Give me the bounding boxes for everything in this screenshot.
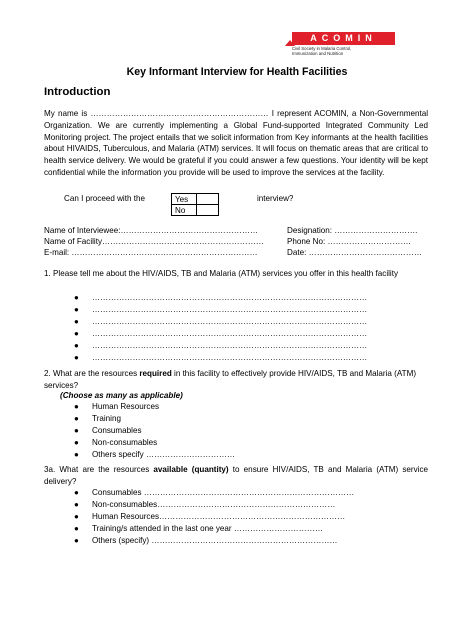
- proceed-question-end: interview?: [257, 194, 294, 203]
- question-2-post: in this facility to effectively provide HIV/AIDS, TB and Malaria (ATM) services?: [44, 369, 417, 390]
- answer-line-text: …………………………………………………………………………………………: [92, 317, 368, 326]
- page-title: Key Informant Interview for Health Facilities: [126, 66, 348, 78]
- question-2-pre: 2. What are the resources: [44, 369, 140, 378]
- answer-line[interactable]: [74, 304, 367, 316]
- bullet-icon: ●: [74, 329, 79, 338]
- option-label: Consumables: [92, 426, 142, 435]
- option-label: Others (specify) ……………………………………………………………: [92, 536, 338, 545]
- designation-field[interactable]: Designation: ………………………….: [287, 226, 418, 235]
- option-label: Human Resources……………………………………………………………: [92, 512, 346, 521]
- name-of-interviewee-field[interactable]: Name of Interviewee:……………………………………………: [44, 226, 259, 235]
- yes-checkbox[interactable]: [197, 194, 219, 205]
- answer-line-text: …………………………………………………………………………………………: [92, 305, 368, 314]
- acomin-logo: [285, 32, 405, 62]
- answer-line-text: …………………………………………………………………………………………: [92, 341, 368, 350]
- list-item[interactable]: [74, 413, 121, 425]
- option-label: Training: [92, 414, 121, 423]
- logo-subtitle-line-2: Immunization and Nutrition: [292, 51, 344, 56]
- logo-subtitle-line-1: Civil Society in Malaria Control,: [292, 46, 352, 51]
- list-item[interactable]: [74, 511, 345, 523]
- question-3a-pre: 3a. What are the resources: [44, 465, 154, 474]
- bullet-icon: ●: [74, 305, 79, 314]
- bullet-icon: ●: [74, 293, 79, 302]
- date-field[interactable]: Date: ……………………………………: [287, 248, 422, 257]
- email-field[interactable]: E-mail: ……………………………………………………………: [44, 248, 258, 257]
- bullet-icon: ●: [74, 438, 79, 447]
- list-item[interactable]: [74, 535, 338, 547]
- list-item[interactable]: [74, 437, 157, 449]
- answer-line-text: …………………………………………………………………………………………: [92, 293, 368, 302]
- bullet-icon: ●: [74, 353, 79, 362]
- answer-line[interactable]: [74, 316, 367, 328]
- bullet-icon: ●: [74, 450, 79, 459]
- bullet-icon: ●: [74, 341, 79, 350]
- intro-heading: Introduction: [44, 86, 111, 98]
- answer-line[interactable]: [74, 340, 367, 352]
- name-of-facility-field[interactable]: Name of Facility……………………………………………………: [44, 237, 264, 246]
- question-3a-emphasis: available (quantity): [153, 465, 229, 474]
- bullet-icon: ●: [74, 536, 79, 545]
- list-item[interactable]: [74, 523, 323, 535]
- list-item[interactable]: [74, 401, 159, 413]
- bullet-icon: ●: [74, 488, 79, 497]
- option-label: Others specify ……………………………: [92, 450, 236, 459]
- bullet-icon: ●: [74, 426, 79, 435]
- consent-table: [171, 193, 219, 216]
- answer-line-text: …………………………………………………………………………………………: [92, 329, 368, 338]
- answer-line[interactable]: [74, 292, 367, 304]
- logo-subtitle: [292, 46, 351, 56]
- option-label: Human Resources: [92, 402, 160, 411]
- list-item[interactable]: [74, 425, 142, 437]
- answer-line[interactable]: [74, 328, 367, 340]
- bullet-icon: ●: [74, 414, 79, 423]
- option-label: Training/s attended in the last one year ……………………………: [92, 524, 323, 533]
- no-label: No: [172, 205, 197, 216]
- bullet-icon: ●: [74, 317, 79, 326]
- bullet-icon: ●: [74, 402, 79, 411]
- question-3a-post: to ensure HIV/AIDS, TB and Malaria (ATM) service delivery?: [44, 465, 428, 486]
- option-label: Consumables ……………………………………………………………………: [92, 488, 355, 497]
- phone-field[interactable]: Phone No: ………………………….: [287, 237, 411, 246]
- question-2-note: (Choose as many as applicable): [60, 391, 183, 400]
- bullet-icon: ●: [74, 512, 79, 521]
- question-2-emphasis: required: [139, 369, 172, 378]
- answer-line-text: …………………………………………………………………………………………: [92, 353, 368, 362]
- logo-text: ACOMIN: [310, 33, 377, 43]
- bullet-icon: ●: [74, 524, 79, 533]
- list-item[interactable]: [74, 487, 354, 499]
- question-3a: [44, 464, 428, 487]
- bullet-icon: ●: [74, 500, 79, 509]
- proceed-question: Can I proceed with the: [64, 194, 145, 203]
- list-item[interactable]: [74, 499, 335, 511]
- list-item[interactable]: [74, 449, 235, 461]
- answer-line[interactable]: [74, 352, 367, 364]
- option-label: Non-consumables…………………………………………………………: [92, 500, 336, 509]
- option-label: Non-consumables: [92, 438, 158, 447]
- intro-paragraph: My name is ………………………………………………………… I represent ACOMIN, a Non-Governmental Organization. We are currently implementing a Global Fund-supported Integrated Community Led Monitoring project. The project entails that we solicit information from Key informants at the health facilities about HIVAIDS, Tuberculous, and Malaria (ATM) services. It will focus on thematic areas that are critical to health service delivery. We would be grateful if you could answer a few questions. Your identity will be kept confidential while the information you provide will be used to improve the services at the facility.: [44, 109, 428, 177]
- question-2: [44, 368, 428, 391]
- question-1: 1. Please tell me about the HIV/AIDS, TB and Malaria (ATM) services you offer in this health facility: [44, 269, 399, 278]
- no-checkbox[interactable]: [197, 205, 219, 216]
- yes-label: Yes: [172, 194, 197, 205]
